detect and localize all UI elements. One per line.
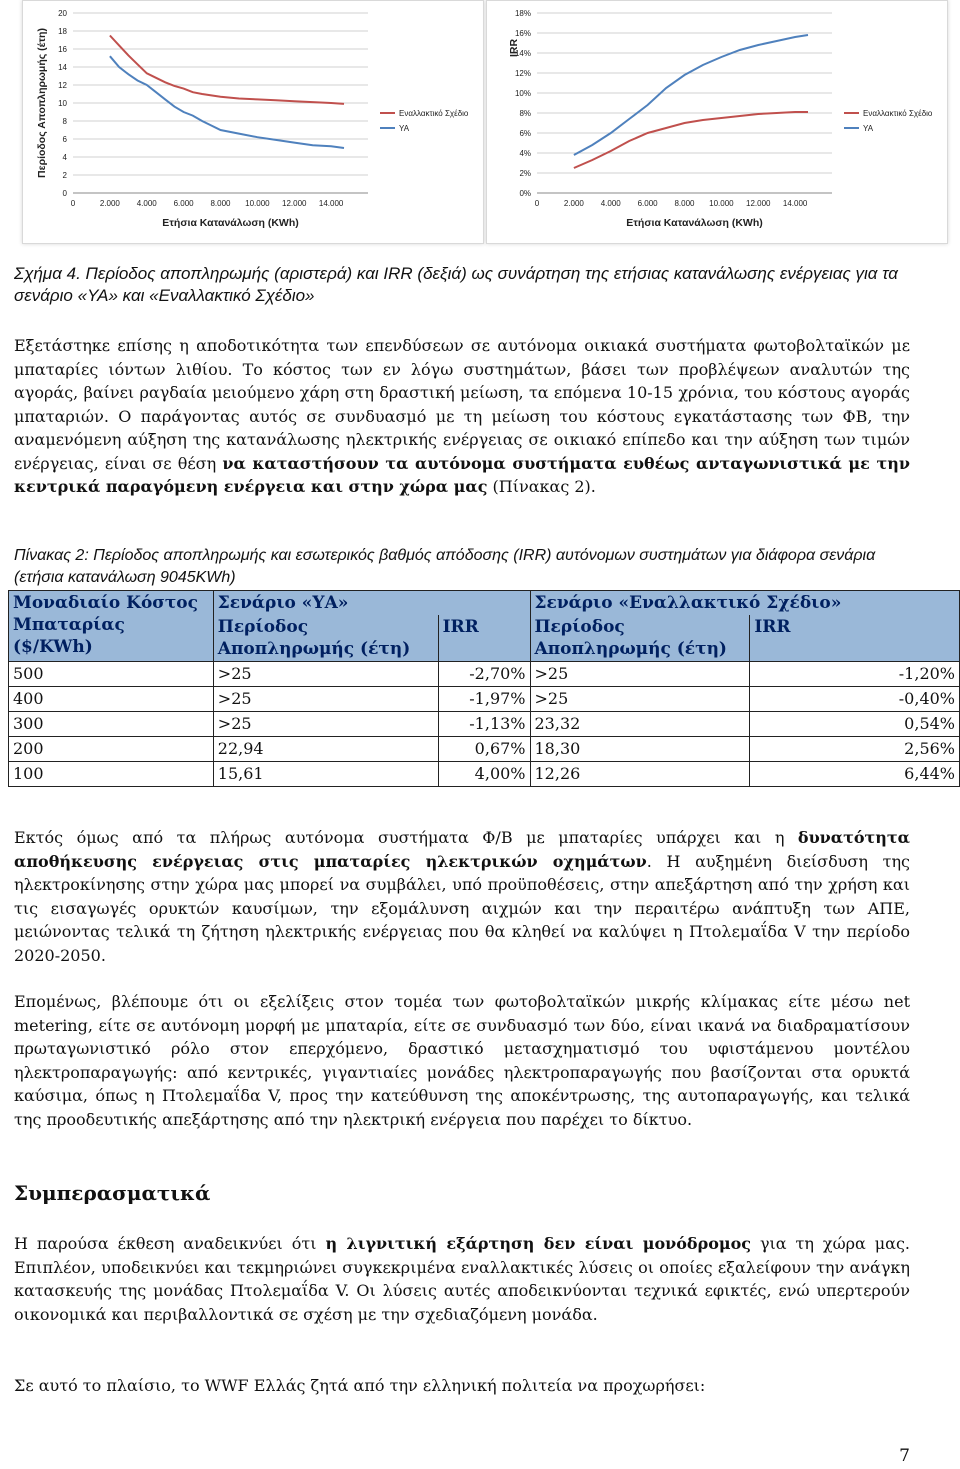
series-line (110, 36, 344, 104)
cell-irr-ya: -1,13% (438, 712, 530, 737)
paragraph-4-bold: η λιγνιτική εξάρτηση δεν είναι μονόδρομος (325, 1234, 752, 1253)
x-tick-label: 0 (534, 199, 540, 208)
cell-cost: 100 (9, 762, 214, 787)
y-tick-label: 6% (519, 129, 531, 138)
figure (22, 0, 942, 242)
x-axis-label: Ετήσια Κατανάλωση (KWh) (162, 217, 299, 229)
table-row (9, 712, 960, 737)
y-axis-label: Περίοδος Αποπληρωμής (έτη) (36, 28, 48, 178)
x-tick-label: 8.000 (674, 199, 695, 208)
paragraph-5: Σε αυτό το πλαίσιο, το WWF Ελλάς ζητά από την ελληνική πολιτεία να προχωρήσει: (14, 1376, 706, 1395)
y-tick-label: 0% (519, 189, 531, 198)
cell-period-alt: 18,30 (530, 737, 750, 762)
x-tick-label: 4.000 (600, 199, 621, 208)
cell-irr-ya: -2,70% (438, 662, 530, 687)
x-tick-label: 4.000 (136, 199, 157, 208)
paragraph-4-tail: για τη χώρα μας. Επιπλέον, υποδεικνύει και τεκμηριώνει συγκεκριμένα εναλλακτικές λύσεις οι οποίες εξαλείφουν την ανάγκη κατασκευής της μονάδας Πτολεμαΐδα V. Οι λύσεις αυτές αποδεικνύονται τεχνικά εφικτές, ενώ υπερτερούν οικονομικά και περιβαλλοντικά σε σχέση με την σχεδιαζόμενη μονάδα. (14, 1234, 911, 1324)
cell-cost: 300 (9, 712, 214, 737)
cell-irr-alt: -1,20% (750, 662, 960, 687)
paragraph-3: Επομένως, βλέπουμε ότι οι εξελίξεις στον τομέα των φωτοβολταϊκών μικρής κλίμακας είτε μέσω net metering, είτε σε αυτόνομη μορφή με μπαταρία, είτε σε συνδυασμό των δύο, είναι ικανά να διαδραματίσουν πρωταγωνιστικό ρόλο στον επερχόμενο, δραστικό μετασχηματισμό του υφιστάμενου μοντέλου ηλεκτροπαραγωγής: από κεντρικές, γιγαντιαίες μονάδες ηλεκτροπαραγωγής που βασίζονται στα ορυκτά καύσιμα, όπως η Πτολεμαΐδα V, προς την κατεύθυνση της αποκέντρωσης, της αυτοπαραγωγής, και τελικά της προοδευτικής απεξάρτησης από την ηλεκτρική ενέργεια που παρέχει το δίκτυο. (14, 992, 910, 1129)
legend-label: Εναλλακτικό Σχέδιο (863, 109, 933, 118)
y-tick-label: 14 (58, 63, 67, 72)
header-period-ya: Περίοδος Αποπληρωμής (έτη) (213, 615, 438, 662)
header-scenario-ya: Σενάριο «ΥΑ» (213, 591, 530, 616)
x-tick-label: 12.000 (746, 199, 771, 208)
cell-irr-ya: -1,97% (438, 687, 530, 712)
paragraph-2-bold: δυνατότητα αποθήκευσης ενέργειας στις μπαταρίες ηλεκτρικών οχημάτων (14, 828, 910, 871)
cell-cost: 200 (9, 737, 214, 762)
y-tick-label: 12% (514, 69, 531, 78)
cell-cost: 400 (9, 687, 214, 712)
y-tick-label: 8% (519, 109, 531, 118)
header-period-alt: Περίοδος Αποπληρωμής (έτη) (530, 615, 750, 662)
y-tick-label: 20 (58, 9, 67, 18)
cell-period-ya: 15,61 (213, 762, 438, 787)
paragraph-1-text: Εξετάστηκε επίσης η αποδοτικότητα των επενδύσεων σε αυτόνομα οικιακά συστήματα φωτοβολταϊκών με μπαταρίες ιόντων λιθίου. Το κόστος των εν λόγω συστημάτων, βάσει των προβλέψεων αναλυτών της αγοράς, βαίνει ραγδαία μειούμενο χάρη στη δραστική μείωση, τα επόμενα 10-15 χρόνια, του κόστους αγοράς μπαταριών. Ο παράγοντας αυτός σε συνδυασμό με τη μείωση του κόστους εγκατάστασης των ΦΒ, την αναμενόμενη αύξηση της κατανάλωσης ηλεκτρικής ενέργειας σε οικιακό επίπεδο και την αύξηση των τιμών ενέργειας, είναι σε θέση (14, 336, 910, 473)
cell-irr-alt: 6,44% (750, 762, 960, 787)
x-tick-label: 2.000 (99, 199, 120, 208)
y-tick-label: 12 (58, 81, 67, 90)
cell-period-alt: 23,32 (530, 712, 750, 737)
cell-irr-ya: 4,00% (438, 762, 530, 787)
results-table (8, 590, 960, 787)
cell-cost: 500 (9, 662, 214, 687)
x-tick-label: 6.000 (637, 199, 658, 208)
y-tick-label: 6 (62, 135, 67, 144)
header-scenario-alt: Σενάριο «Εναλλακτικό Σχέδιο» (530, 591, 960, 616)
legend-label: ΥΑ (399, 124, 410, 133)
legend-label: ΥΑ (863, 124, 874, 133)
cell-period-alt: 12,26 (530, 762, 750, 787)
cell-irr-ya: 0,67% (438, 737, 530, 762)
irr-chart-svg (487, 1, 947, 243)
x-tick-label: 6.000 (173, 199, 194, 208)
y-tick-label: 0 (62, 189, 67, 198)
cell-period-alt: >25 (530, 662, 750, 687)
y-tick-label: 10 (58, 99, 67, 108)
header-unit-cost: Μοναδιαίο Κόστος Μπαταρίας ($/KWh) (9, 591, 214, 662)
x-tick-label: 12.000 (282, 199, 307, 208)
section-heading: Συμπερασματικά (14, 1181, 211, 1205)
cell-irr-alt: -0,40% (750, 687, 960, 712)
paragraph-2-tail: . Η αυξημένη διείσδυση της ηλεκτροκίνησης στην χώρα μας μπορεί να συμβάλει, υπό προϋποθέσεις, στην απεξάρτηση από την χρήση και τις εισαγωγές ορυκτών καυσίμων, την εξομάλυνση αιχμών και την περαιτέρω ανάπτυξη των ΑΠΕ, μειώνοντας τελικά τη ζήτηση ηλεκτρικής ενέργειας που θα κληθεί να καλύψει η Πτολεμαΐδα V την περίοδο 2020-2050. (14, 851, 910, 965)
cell-period-ya: >25 (213, 712, 438, 737)
figure-caption: Σχήμα 4. Περίοδος αποπληρωμής (αριστερά) και IRR (δεξιά) ως συνάρτηση της ετήσιας κατανάλωσης ενέργειας για τα σενάριο «ΥΑ» και «Εναλλακτικό Σχέδιο» (14, 264, 898, 305)
table-row (9, 687, 960, 712)
paragraph-2-text: Εκτός όμως από τα πλήρως αυτόνομα συστήματα Φ/Β με μπαταρίες υπάρχει και η (14, 828, 798, 847)
cell-period-ya: 22,94 (213, 737, 438, 762)
paragraph-1-bold: να καταστήσουν τα αυτόνομα συστήματα ευθέως ανταγωνιστικά με την κεντρικά παραγόμενη ενέργεια και στην χώρα μας (14, 453, 911, 496)
table-row (9, 737, 960, 762)
table-caption: Πίνακας 2: Περίοδος αποπληρωμής και εσωτερικός βαθμός απόδοσης (IRR) αυτόνομων συστημάτων για διάφορα σενάρια (ετήσια κατανάλωση 9045KWh) (14, 547, 876, 586)
y-tick-label: 14% (514, 49, 531, 58)
y-tick-label: 2% (519, 169, 531, 178)
x-tick-label: 10.000 (245, 199, 270, 208)
cell-period-ya: >25 (213, 687, 438, 712)
y-tick-label: 10% (514, 89, 531, 98)
y-tick-label: 18% (514, 9, 531, 18)
table-header-row (9, 591, 960, 616)
y-tick-label: 4% (519, 149, 531, 158)
y-tick-label: 2 (62, 171, 67, 180)
cell-irr-alt: 0,54% (750, 712, 960, 737)
x-tick-label: 2.000 (563, 199, 584, 208)
x-axis-label: Ετήσια Κατανάλωση (KWh) (626, 217, 763, 229)
header-irr-alt: IRR (750, 615, 960, 662)
legend-label: Εναλλακτικό Σχέδιο (399, 109, 469, 118)
paragraph-4 (14, 1232, 910, 1326)
x-tick-label: 0 (70, 199, 76, 208)
payback-chart-svg (23, 1, 483, 243)
table-row (9, 662, 960, 687)
series-line (574, 112, 808, 168)
cell-period-alt: >25 (530, 687, 750, 712)
y-tick-label: 8 (62, 117, 67, 126)
paragraph-1-tail: (Πίνακας 2). (487, 477, 596, 496)
y-tick-label: 16% (514, 29, 531, 38)
y-axis-label: IRR (508, 38, 520, 58)
y-tick-label: 16 (58, 45, 67, 54)
y-tick-label: 18 (58, 27, 67, 36)
cell-period-ya: >25 (213, 662, 438, 687)
x-tick-label: 8.000 (210, 199, 231, 208)
x-tick-label: 14.000 (318, 199, 344, 208)
page-number: 7 (899, 1446, 910, 1466)
y-tick-label: 4 (62, 153, 67, 162)
irr-chart (486, 0, 948, 244)
table-row (9, 762, 960, 787)
paragraph-1 (14, 334, 910, 499)
header-irr-ya: IRR (438, 615, 530, 662)
cell-irr-alt: 2,56% (750, 737, 960, 762)
payback-chart (22, 0, 484, 244)
paragraph-2 (14, 826, 910, 967)
x-tick-label: 14.000 (782, 199, 808, 208)
paragraph-4-text: Η παρούσα έκθεση αναδεικνύει ότι (14, 1234, 326, 1253)
x-tick-label: 10.000 (709, 199, 734, 208)
